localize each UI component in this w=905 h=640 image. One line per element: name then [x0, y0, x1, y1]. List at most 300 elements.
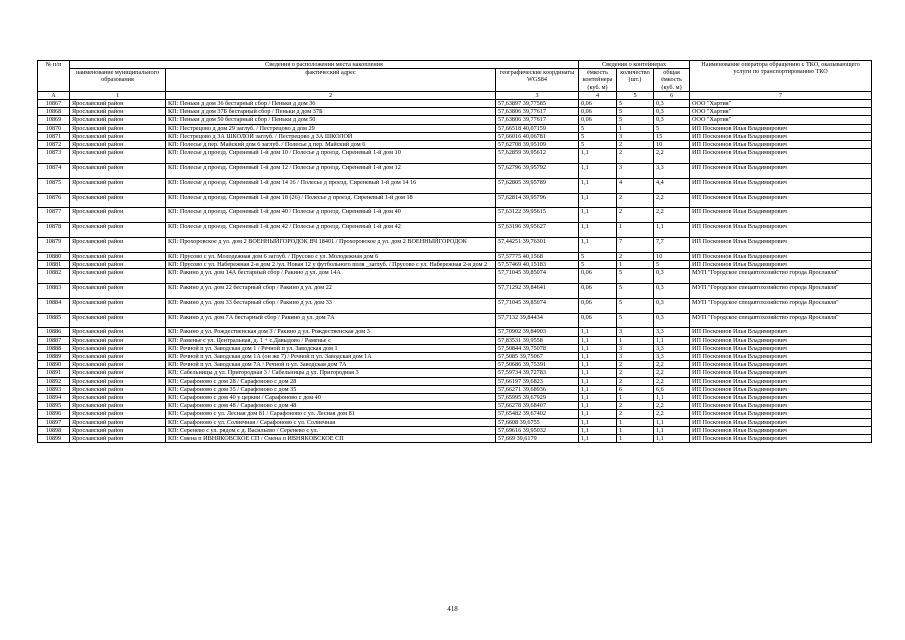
coords-cell: 57,65482 39,67402 [496, 410, 579, 418]
index-cell: 2 [166, 91, 496, 99]
operator-cell: ИП Посконнов Илья Владимирович [690, 336, 872, 344]
address-cell: КП: Сарафоново с дом 40 у церкви / Сарафоново с дом 40 [166, 394, 496, 402]
table-row [38, 313, 872, 328]
table-row [38, 108, 872, 116]
index-row [38, 91, 872, 99]
operator-cell: ИП Посконнов Илья Владимирович [690, 418, 872, 426]
table-row [38, 238, 872, 253]
header-num: № п/п [38, 61, 70, 92]
address-cell: КП: Пестрецово д ЗА ШКОЛОЙ заглуб. / Пестрецово д ЗА ШКОЛОЙ [166, 132, 496, 140]
operator-cell: ИП Посконнов Илья Владимирович [690, 252, 872, 260]
total-cell: 4,4 [654, 178, 690, 193]
total-cell: 6,6 [654, 385, 690, 393]
municipality-cell: Ярославский район [70, 269, 166, 284]
row-number: 10869 [38, 116, 70, 124]
total-cell: 5 [654, 261, 690, 269]
operator-cell: ИП Посконнов Илья Владимирович [690, 208, 872, 223]
address-cell: КП: Ракино д ул. дом 14А бестарный сбор / Ракино д ул. дом 14А [166, 269, 496, 284]
municipality-cell: Ярославский район [70, 132, 166, 140]
coords-cell: 57,71045 39,85074 [496, 298, 579, 313]
total-cell: 2,2 [654, 149, 690, 164]
table-row [38, 284, 872, 299]
address-cell: КП: Сарафоново с ул. Солнечная / Сарафоново с ул. Солнечная [166, 418, 496, 426]
count-cell: 1 [617, 426, 654, 434]
municipality-cell: Ярославский район [70, 149, 166, 164]
municipality-cell: Ярославский район [70, 369, 166, 377]
total-cell: 10 [654, 141, 690, 149]
count-cell: 2 [617, 361, 654, 369]
row-number: 10870 [38, 124, 70, 132]
total-cell: 2,2 [654, 402, 690, 410]
operator-cell: ИП Посконнов Илья Владимирович [690, 385, 872, 393]
row-number: 10885 [38, 313, 70, 328]
operator-cell: ИП Посконнов Илья Владимирович [690, 410, 872, 418]
address-cell: КП: Серенево с ул. рядом с д. Васильево / Серенево с ул. [166, 426, 496, 434]
address-cell: КП: Пеньки д дом 36 бестарный сбор / Пеньки д дом 36 [166, 100, 496, 108]
row-number: 10897 [38, 418, 70, 426]
table-row [38, 298, 872, 313]
capacity-cell: 1,1 [579, 394, 617, 402]
table-row [38, 124, 872, 132]
capacity-cell: 1,1 [579, 223, 617, 238]
capacity-cell: 1,1 [579, 377, 617, 385]
municipality-cell: Ярославский район [70, 353, 166, 361]
address-cell: КП: Раменье с ул. Центральная, д. 1 + с.Давыдово / Раменье с [166, 336, 496, 344]
index-cell: 6 [654, 91, 690, 99]
row-number: 10882 [38, 269, 70, 284]
row-number: 10894 [38, 394, 70, 402]
coords-cell: 57,70902 39,84903 [496, 328, 579, 336]
count-cell: 1 [617, 261, 654, 269]
table-body [38, 100, 872, 443]
row-number: 10876 [38, 193, 70, 208]
count-cell: 2 [617, 252, 654, 260]
capacity-cell: 1,1 [579, 426, 617, 434]
operator-cell: ИП Посконнов Илья Владимирович [690, 261, 872, 269]
municipality-cell: Ярославский район [70, 124, 166, 132]
capacity-cell: 5 [579, 261, 617, 269]
table-row [38, 269, 872, 284]
count-cell: 2 [617, 208, 654, 223]
row-number: 10867 [38, 100, 70, 108]
coords-cell: 57,63806 39,77617 [496, 108, 579, 116]
address-cell: КП: Полесье д проезд. Сиреневый 1-й дом 10 / Полесье д проезд. Сиреневый 1-й дом 10 [166, 149, 496, 164]
operator-cell: ИП Посконнов Илья Владимирович [690, 377, 872, 385]
total-cell: 3,3 [654, 328, 690, 336]
table-row [38, 402, 872, 410]
capacity-cell: 5 [579, 124, 617, 132]
total-cell: 0,3 [654, 108, 690, 116]
row-number: 10886 [38, 328, 70, 336]
municipality-cell: Ярославский район [70, 238, 166, 253]
count-cell: 3 [617, 344, 654, 352]
count-cell: 3 [617, 164, 654, 179]
count-cell: 3 [617, 353, 654, 361]
coords-cell: 57,57469 40,15183 [496, 261, 579, 269]
header-containers-group: Сведения о контейнерах [579, 61, 690, 69]
header-row-1 [38, 61, 872, 69]
municipality-cell: Ярославский район [70, 252, 166, 260]
address-cell: КП: Ракино д ул. дом 22 бестарный сбор / Ракино д ул. дом 22 [166, 284, 496, 299]
municipality-cell: Ярославский район [70, 108, 166, 116]
capacity-cell: 5 [579, 252, 617, 260]
total-cell: 1,1 [654, 435, 690, 443]
header-total: общая ёмкость (куб. м) [654, 69, 690, 92]
row-number: 10879 [38, 238, 70, 253]
count-cell: 3 [617, 132, 654, 140]
table-row [38, 361, 872, 369]
total-cell: 2,2 [654, 410, 690, 418]
count-cell: 4 [617, 178, 654, 193]
table-row [38, 193, 872, 208]
municipality-cell: Ярославский район [70, 328, 166, 336]
total-cell: 1,1 [654, 394, 690, 402]
table-row [38, 100, 872, 108]
operator-cell: ИП Посконнов Илья Владимирович [690, 178, 872, 193]
row-number: 10891 [38, 369, 70, 377]
total-cell: 0,3 [654, 298, 690, 313]
address-cell: КП: Ракино д ул. дом 7А бестарный сбор / Ракино д ул. дом 7А [166, 313, 496, 328]
municipality-cell: Ярославский район [70, 394, 166, 402]
coords-cell: 57,66518 40,07159 [496, 124, 579, 132]
table-row [38, 252, 872, 260]
coords-cell: 57,63196 39,95627 [496, 223, 579, 238]
header-location-group: Сведения о расположении места накопления [70, 61, 579, 69]
municipality-cell: Ярославский район [70, 402, 166, 410]
index-cell: 1 [70, 91, 166, 99]
coords-cell: 57,66271 39,68936 [496, 385, 579, 393]
count-cell: 1 [617, 124, 654, 132]
address-cell: КП: Речной п ул. Заводская дом 1А (он же 7) / Речной п ул. Заводская дом 1А [166, 353, 496, 361]
address-cell: КП: Смена п ИВНЯКОВСКОЕ СП / Смена п ИВНЯКОВСКОЕ СП [166, 435, 496, 443]
table-row [38, 336, 872, 344]
capacity-cell: 1,1 [579, 361, 617, 369]
count-cell: 2 [617, 377, 654, 385]
header-count: количество (шт.) [617, 69, 654, 92]
index-cell: 4 [579, 91, 617, 99]
total-cell: 2,2 [654, 361, 690, 369]
coords-cell: 57,5085 39,75067 [496, 353, 579, 361]
address-cell: КП: Пестрецово д дом 29 заглуб. / Пестрецово д дом 29 [166, 124, 496, 132]
coords-cell: 57,62796 39,95792 [496, 164, 579, 179]
capacity-cell: 0,06 [579, 116, 617, 124]
address-cell: КП: Полесье д проезд. Сиреневый 1-й дом 12 / Полесье д проезд. Сиреневый 1-й дом 12 [166, 164, 496, 179]
capacity-cell: 1,1 [579, 149, 617, 164]
table-row [38, 418, 872, 426]
count-cell: 1 [617, 394, 654, 402]
coords-cell: 57,83531 39,9558 [496, 336, 579, 344]
operator-cell: ИП Посконнов Илья Владимирович [690, 141, 872, 149]
capacity-cell: 1,1 [579, 353, 617, 361]
total-cell: 3,3 [654, 164, 690, 179]
count-cell: 2 [617, 369, 654, 377]
table-row [38, 164, 872, 179]
row-number: 10874 [38, 164, 70, 179]
count-cell: 2 [617, 402, 654, 410]
total-cell: 7,7 [654, 238, 690, 253]
row-number: 10890 [38, 361, 70, 369]
table-row [38, 208, 872, 223]
municipality-cell: Ярославский район [70, 178, 166, 193]
table-row [38, 426, 872, 434]
table-row [38, 261, 872, 269]
operator-cell: МУП "Городское спецавтохозяйство города Ярославля" [690, 269, 872, 284]
coords-cell: 57,50844 39,75078 [496, 344, 579, 352]
registry-table [37, 60, 872, 443]
address-cell: КП: Ракино д ул. Рождественская дом 3 / Ракино д ул. Рождественская дом 3 [166, 328, 496, 336]
coords-cell: 57,63806 39,77617 [496, 116, 579, 124]
coords-cell: 57,71045 39,85074 [496, 269, 579, 284]
header-capacity: ёмкость контейнера (куб. м) [579, 69, 617, 92]
municipality-cell: Ярославский район [70, 377, 166, 385]
table-row [38, 369, 872, 377]
address-cell: КП: Прусово с ул. Молодежная дом 6 заглуб. / Прусово с ул. Молодежная дом 6 [166, 252, 496, 260]
count-cell: 5 [617, 284, 654, 299]
operator-cell: МУП "Городское спецавтохозяйство города Ярославля" [690, 298, 872, 313]
capacity-cell: 1,1 [579, 164, 617, 179]
municipality-cell: Ярославский район [70, 100, 166, 108]
header-operator: Наименование оператора обращению с ТКО, оказывающего услуги по транспортированию ТКО [690, 61, 872, 92]
coords-cell: 57,71292 39,84641 [496, 284, 579, 299]
row-number: 10895 [38, 402, 70, 410]
operator-cell: ИП Посконнов Илья Владимирович [690, 238, 872, 253]
total-cell: 2,2 [654, 193, 690, 208]
capacity-cell: 1,1 [579, 435, 617, 443]
table-row [38, 344, 872, 352]
registry-sheet [37, 60, 871, 443]
capacity-cell: 1,1 [579, 178, 617, 193]
table-row [38, 377, 872, 385]
capacity-cell: 1,1 [579, 193, 617, 208]
count-cell: 2 [617, 149, 654, 164]
operator-cell: ИП Посконнов Илья Владимирович [690, 361, 872, 369]
header-coords: географические координаты WGS84 [496, 69, 579, 92]
capacity-cell: 1,1 [579, 238, 617, 253]
municipality-cell: Ярославский район [70, 435, 166, 443]
municipality-cell: Ярославский район [70, 336, 166, 344]
count-cell: 5 [617, 298, 654, 313]
address-cell: КП: Полесье д проезд. Сиреневый 1-й дом 42 / Полесье д проезд. Сиреневый 1-й дом 42 [166, 223, 496, 238]
operator-cell: ИП Посконнов Илья Владимирович [690, 394, 872, 402]
address-cell: КП: Сарафоново с дом 48 / Сарафоново с дом 48 [166, 402, 496, 410]
row-number: 10883 [38, 284, 70, 299]
operator-cell: ООО "Хартия" [690, 100, 872, 108]
capacity-cell: 1,1 [579, 369, 617, 377]
address-cell: КП: Сарафоново с дом 35 / Сарафоново с дом 35 [166, 385, 496, 393]
row-number: 10871 [38, 132, 70, 140]
capacity-cell: 1,1 [579, 336, 617, 344]
table-row [38, 141, 872, 149]
address-cell: КП: Прохоровское д ул. дом 2 ВОЕННЫЙГОРОДОК ВЧ 18401 / Прохоровское д ул. дом 2 ВОЕННЫЙГОРОДОК [166, 238, 496, 253]
coords-cell: 57,7132 39,84434 [496, 313, 579, 328]
operator-cell: ИП Посконнов Илья Владимирович [690, 426, 872, 434]
operator-cell: ИП Посконнов Илья Владимирович [690, 193, 872, 208]
address-cell: КП: Полесье д проезд. Сиреневый 1-й дом 18 (26) / Полесье д проезд. Сиреневый 1-й дом 18 [166, 193, 496, 208]
coords-cell: 57,59734 39,72783 [496, 369, 579, 377]
municipality-cell: Ярославский район [70, 298, 166, 313]
total-cell: 1,1 [654, 223, 690, 238]
row-number: 10889 [38, 353, 70, 361]
municipality-cell: Ярославский район [70, 208, 166, 223]
municipality-cell: Ярославский район [70, 116, 166, 124]
total-cell: 5 [654, 124, 690, 132]
operator-cell: МУП "Городское спецавтохозяйство города Ярославля" [690, 313, 872, 328]
count-cell: 2 [617, 141, 654, 149]
table-row [38, 435, 872, 443]
page-number: 418 [447, 605, 458, 613]
coords-cell: 57,66197 39,6823 [496, 377, 579, 385]
table-row [38, 328, 872, 336]
coords-cell: 57,62805 39,95789 [496, 178, 579, 193]
operator-cell: ООО "Хартия" [690, 116, 872, 124]
address-cell: КП: Пеньки д дом 50 бестарный сбор / Пеньки д дом 50 [166, 116, 496, 124]
operator-cell: ИП Посконнов Илья Владимирович [690, 132, 872, 140]
coords-cell: 57,62708 39,95109 [496, 141, 579, 149]
total-cell: 15 [654, 132, 690, 140]
operator-cell: ИП Посконнов Илья Владимирович [690, 149, 872, 164]
capacity-cell: 5 [579, 141, 617, 149]
total-cell: 1,1 [654, 426, 690, 434]
capacity-cell: 1,1 [579, 344, 617, 352]
capacity-cell: 0,06 [579, 284, 617, 299]
coords-cell: 57,669 39,6179 [496, 435, 579, 443]
table-row [38, 394, 872, 402]
count-cell: 6 [617, 385, 654, 393]
header-municipality: наименование муниципального образования [70, 69, 166, 92]
total-cell: 1,1 [654, 418, 690, 426]
coords-cell: 57,63897 39,77585 [496, 100, 579, 108]
table-row [38, 353, 872, 361]
total-cell: 2,2 [654, 208, 690, 223]
count-cell: 3 [617, 328, 654, 336]
count-cell: 5 [617, 269, 654, 284]
municipality-cell: Ярославский район [70, 426, 166, 434]
coords-cell: 57,63122 39,95615 [496, 208, 579, 223]
capacity-cell: 0,06 [579, 298, 617, 313]
capacity-cell: 0,06 [579, 108, 617, 116]
address-cell: КП: Полесье д проезд. Сиреневый 1-й дом 14 16 / Полесье д проезд. Сиреневый 1-й дом 14 16 [166, 178, 496, 193]
capacity-cell: 5 [579, 132, 617, 140]
row-number: 10872 [38, 141, 70, 149]
row-number: 10880 [38, 252, 70, 260]
count-cell: 5 [617, 100, 654, 108]
table-row [38, 149, 872, 164]
count-cell: 5 [617, 108, 654, 116]
municipality-cell: Ярославский район [70, 344, 166, 352]
operator-cell: ИП Посконнов Илья Владимирович [690, 223, 872, 238]
table-row [38, 223, 872, 238]
operator-cell: ИП Посконнов Илья Владимирович [690, 164, 872, 179]
row-number: 10888 [38, 344, 70, 352]
index-cell: А [38, 91, 70, 99]
row-number: 10896 [38, 410, 70, 418]
table-row [38, 410, 872, 418]
municipality-cell: Ярославский район [70, 361, 166, 369]
capacity-cell: 1,1 [579, 385, 617, 393]
coords-cell: 57,65995 39,67929 [496, 394, 579, 402]
row-number: 10873 [38, 149, 70, 164]
address-cell: КП: Полесье д пер. Майский дом 6 заглуб. / Полесье д пер. Майский дом 6 [166, 141, 496, 149]
total-cell: 2,2 [654, 377, 690, 385]
total-cell: 0,3 [654, 284, 690, 299]
count-cell: 2 [617, 410, 654, 418]
coords-cell: 57,69616 39,95032 [496, 426, 579, 434]
operator-cell: ИП Посконнов Илья Владимирович [690, 344, 872, 352]
row-number: 10893 [38, 385, 70, 393]
operator-cell: ИП Посконнов Илья Владимирович [690, 124, 872, 132]
capacity-cell: 1,1 [579, 208, 617, 223]
capacity-cell: 1,1 [579, 402, 617, 410]
address-cell: КП: Пеньки д дом 37Б бестарный сбор / Пеньки д дом 37Б [166, 108, 496, 116]
operator-cell: ИП Посконнов Илья Владимирович [690, 369, 872, 377]
address-cell: КП: Речной п ул. Заводская дом 7А / Речной п ул. Заводская дом 7А [166, 361, 496, 369]
total-cell: 2,2 [654, 369, 690, 377]
capacity-cell: 0,06 [579, 269, 617, 284]
count-cell: 1 [617, 336, 654, 344]
address-cell: КП: Ракино д ул. дом 33 бестарный сбор / Ракино д ул. дом 33 [166, 298, 496, 313]
operator-cell: ИП Посконнов Илья Владимирович [690, 402, 872, 410]
row-number: 10899 [38, 435, 70, 443]
total-cell: 3,3 [654, 353, 690, 361]
address-cell: КП: Сабельницы д ул. Пригородная 3 / Сабельницы д ул. Пригородная 3 [166, 369, 496, 377]
total-cell: 3,3 [654, 344, 690, 352]
municipality-cell: Ярославский район [70, 164, 166, 179]
count-cell: 1 [617, 223, 654, 238]
operator-cell: ИП Посконнов Илья Владимирович [690, 435, 872, 443]
count-cell: 2 [617, 193, 654, 208]
address-cell: КП: Полесье д проезд. Сиреневый 1-й дом 40 / Полесье д проезд. Сиреневый 1-й дом 40 [166, 208, 496, 223]
table-row [38, 385, 872, 393]
municipality-cell: Ярославский район [70, 223, 166, 238]
total-cell: 0,3 [654, 313, 690, 328]
municipality-cell: Ярославский район [70, 193, 166, 208]
index-cell: 7 [690, 91, 872, 99]
address-cell: КП: Сарафоново с ул. Лесная дом 81 / Сарафоново с ул. Лесная дом 81 [166, 410, 496, 418]
coords-cell: 57,44251 39,76301 [496, 238, 579, 253]
municipality-cell: Ярославский район [70, 410, 166, 418]
capacity-cell: 1,1 [579, 418, 617, 426]
row-number: 10884 [38, 298, 70, 313]
coords-cell: 57,66278 39,68407 [496, 402, 579, 410]
address-cell: КП: Сарафоново с дом 28 / Сарафоново с дом 28 [166, 377, 496, 385]
index-cell: 3 [496, 91, 579, 99]
operator-cell: ИП Посконнов Илья Владимирович [690, 353, 872, 361]
operator-cell: МУП "Городское спецавтохозяйство города Ярославля" [690, 284, 872, 299]
total-cell: 0,3 [654, 116, 690, 124]
table-row [38, 116, 872, 124]
municipality-cell: Ярославский район [70, 313, 166, 328]
row-number: 10892 [38, 377, 70, 385]
row-number: 10875 [38, 178, 70, 193]
index-cell: 5 [617, 91, 654, 99]
capacity-cell: 0,06 [579, 100, 617, 108]
table-row [38, 178, 872, 193]
total-cell: 0,3 [654, 269, 690, 284]
count-cell: 1 [617, 418, 654, 426]
row-number: 10878 [38, 223, 70, 238]
header-address: фактический адрес [166, 69, 496, 92]
coords-cell: 57,66016 40,06781 [496, 132, 579, 140]
count-cell: 5 [617, 313, 654, 328]
operator-cell: ИП Посконнов Илья Владимирович [690, 328, 872, 336]
count-cell: 7 [617, 238, 654, 253]
municipality-cell: Ярославский район [70, 284, 166, 299]
municipality-cell: Ярославский район [70, 418, 166, 426]
count-cell: 1 [617, 435, 654, 443]
coords-cell: 57,50686 39,75391 [496, 361, 579, 369]
row-number: 10898 [38, 426, 70, 434]
coords-cell: 57,62859 39,95612 [496, 149, 579, 164]
